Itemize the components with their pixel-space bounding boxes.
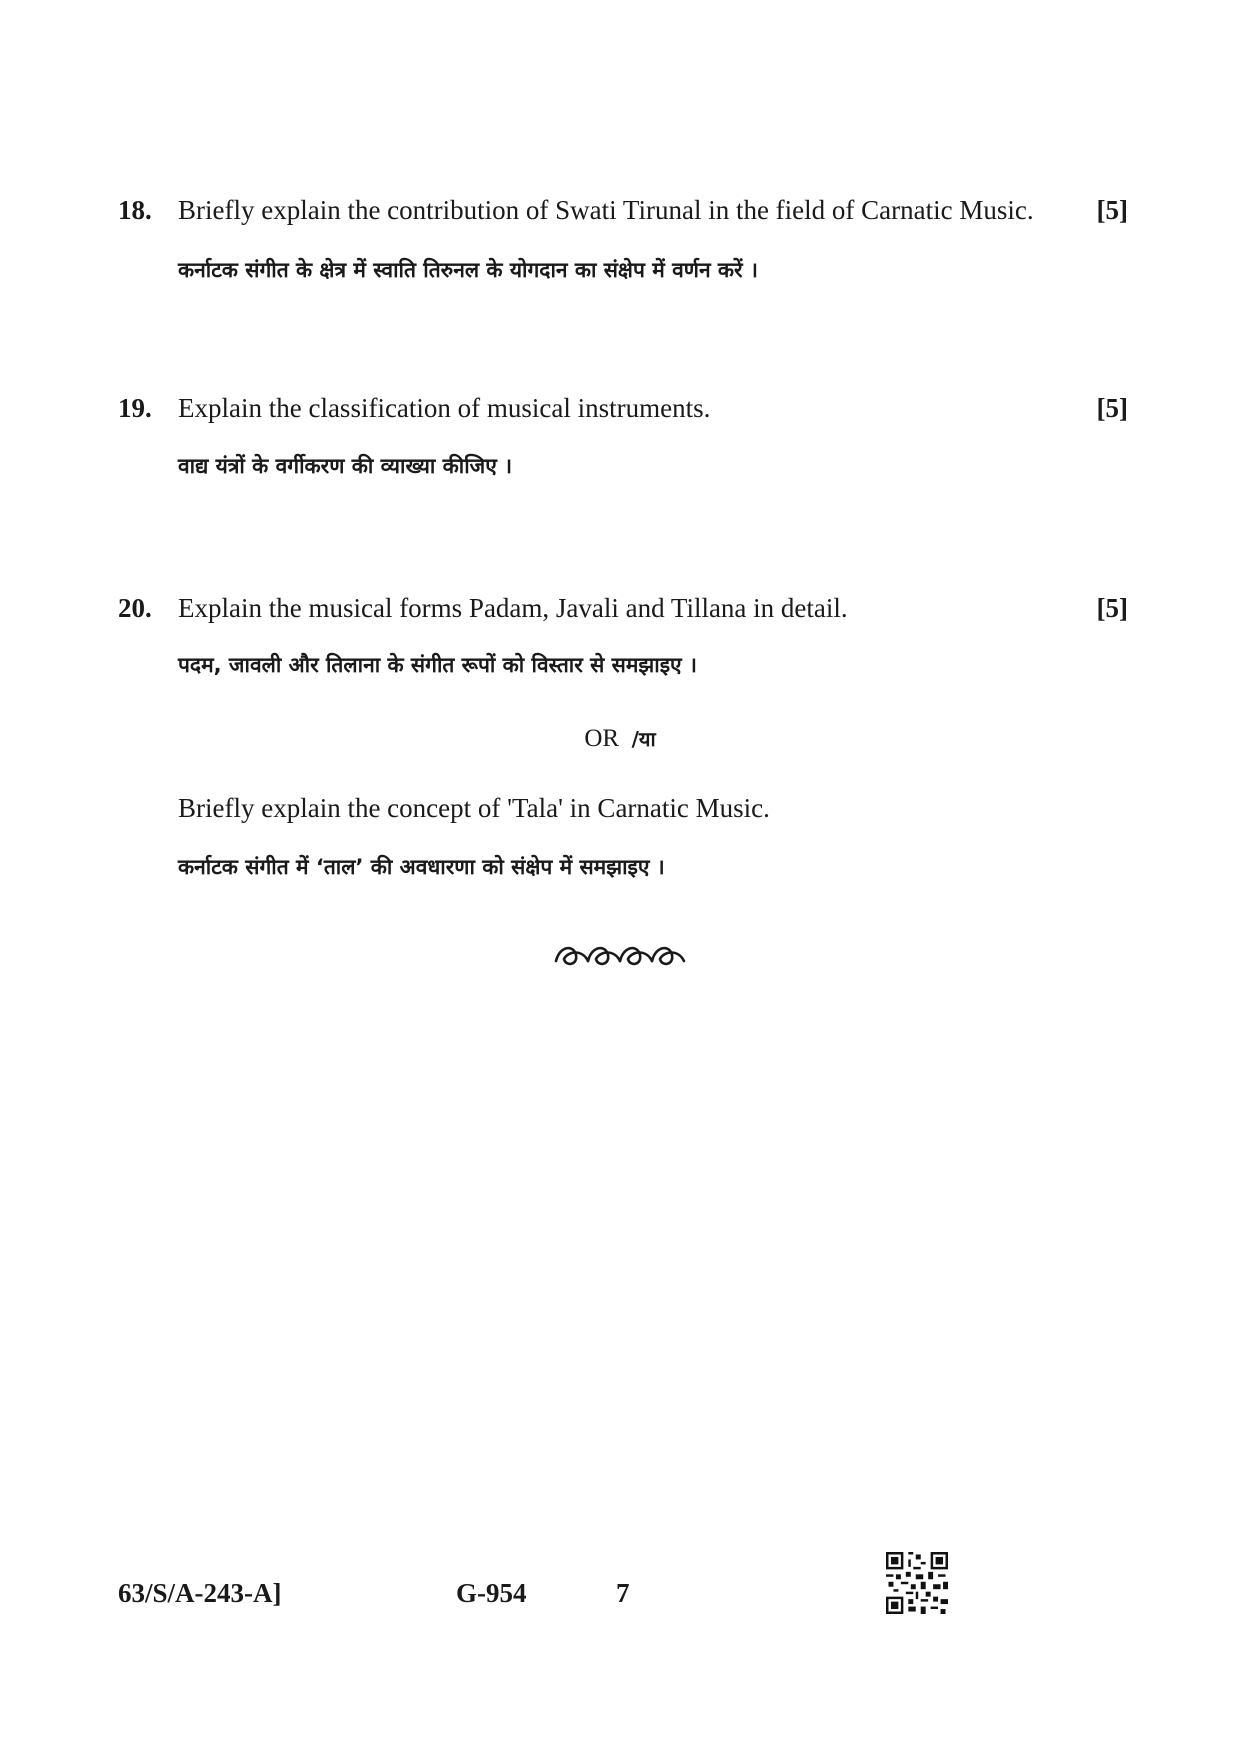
page-number: 7 bbox=[616, 1578, 630, 1608]
qr-code-icon bbox=[886, 1552, 948, 1614]
footer-series: G-954 bbox=[456, 1578, 527, 1608]
question-marks: [5] bbox=[1096, 195, 1128, 225]
footer-code: 63/S/A-243-A] bbox=[118, 1578, 282, 1608]
question-number: 20. bbox=[118, 593, 152, 623]
ornament-flourish-icon bbox=[550, 935, 690, 975]
question-number: 19. bbox=[118, 393, 152, 423]
question-text: Explain the classification of musical instruments. bbox=[178, 393, 711, 423]
or-hindi: /या bbox=[631, 727, 656, 751]
alternative-question-hindi-text: कर्नाटक संगीत में ‘ताल’ की अवधारणा को संक्षेप में समझाइए । bbox=[178, 855, 665, 879]
question-hindi-text: कर्नाटक संगीत के क्षेत्र में स्वाति तिरुनल के योगदान का संक्षेप में वर्णन करें । bbox=[178, 258, 758, 282]
question-text: Explain the musical forms Padam, Javali and Tillana in detail. bbox=[178, 593, 848, 623]
question-marks: [5] bbox=[1096, 593, 1128, 623]
question-19 bbox=[118, 388, 1128, 478]
question-hindi-text: पदम, जावली और तिलाना के संगीत रूपों को विस्तार से समझाइए । bbox=[178, 653, 697, 677]
alternative-question-text: Briefly explain the concept of 'Tala' in Carnatic Music. bbox=[178, 793, 770, 823]
or-separator bbox=[0, 722, 1240, 756]
question-text: Briefly explain the contribution of Swati Tirunal in the field of Carnatic Music. bbox=[178, 195, 1034, 225]
question-18-line bbox=[118, 190, 1128, 230]
question-hindi-text: वाद्य यंत्रों के वर्गीकरण की व्याख्या कीजिए । bbox=[178, 454, 513, 478]
or-english: OR bbox=[584, 725, 620, 752]
question-19-line bbox=[118, 388, 1128, 428]
question-marks: [5] bbox=[1096, 393, 1128, 423]
question-20 bbox=[118, 588, 1128, 677]
question-18 bbox=[118, 190, 1128, 282]
question-number: 18. bbox=[118, 195, 152, 225]
question-20-line bbox=[118, 588, 1128, 628]
